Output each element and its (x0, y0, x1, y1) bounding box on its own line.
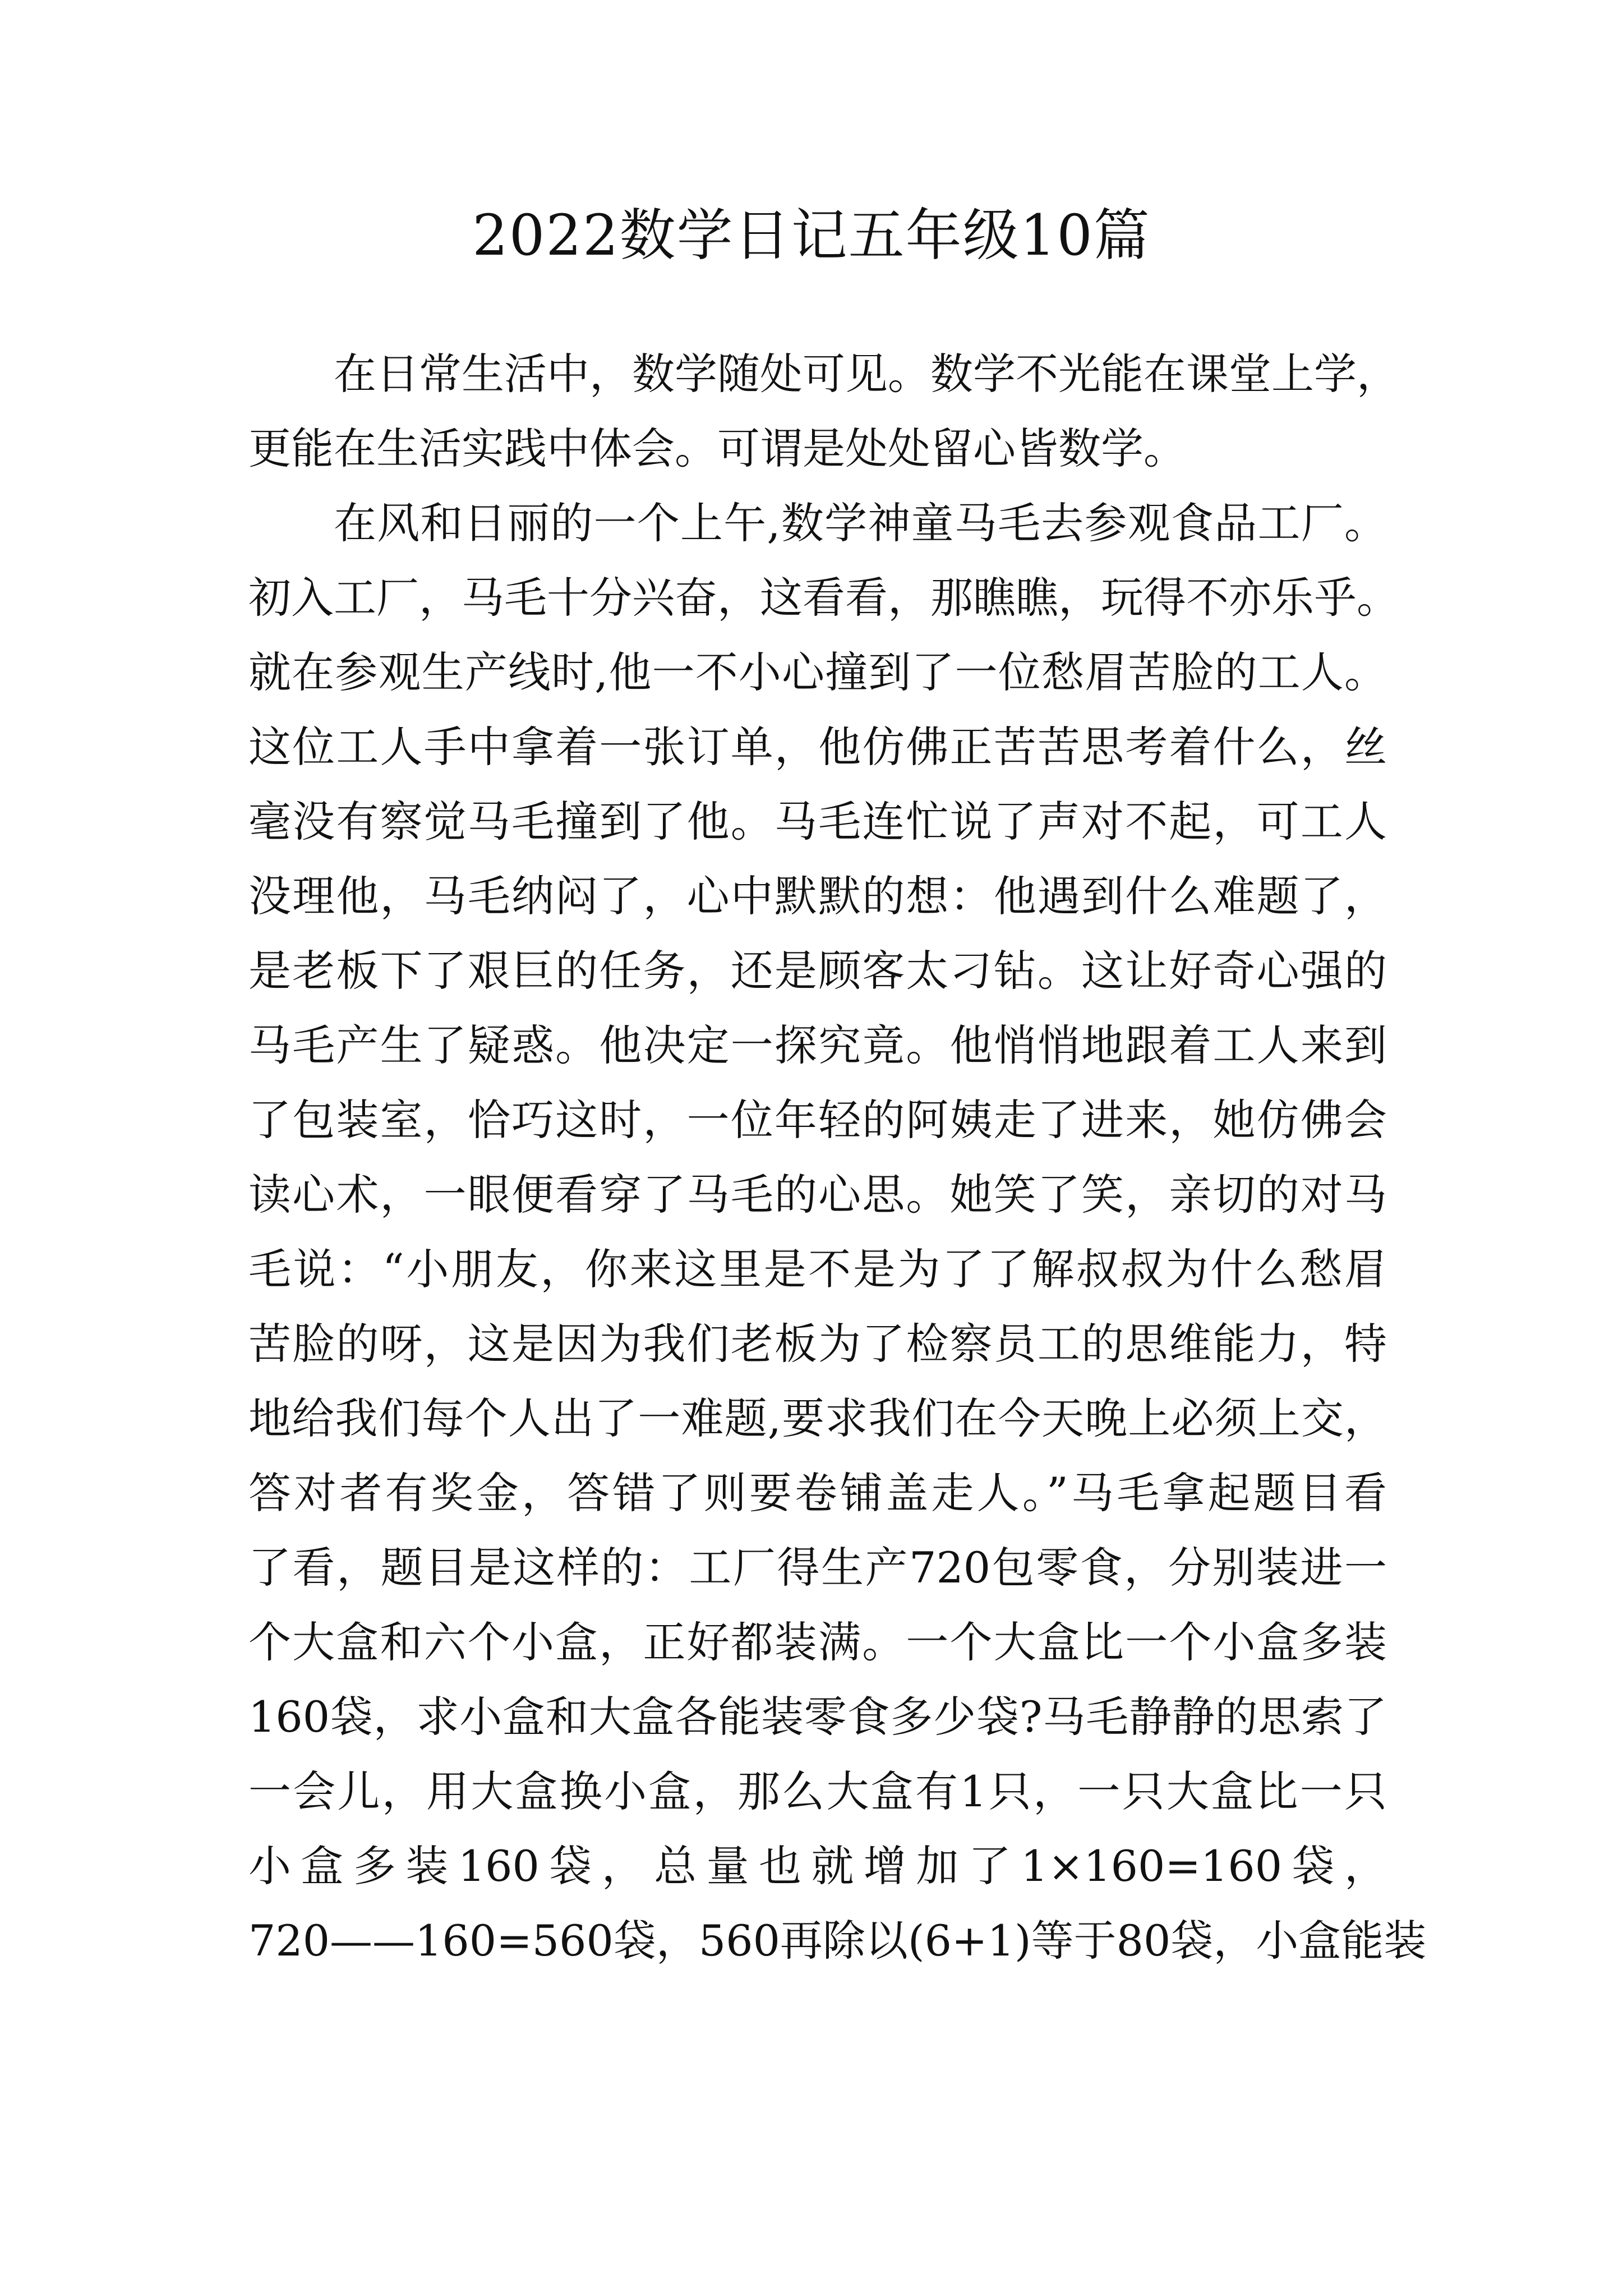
document-title: 2022数学日记五年级10篇 (472, 203, 1151, 268)
paragraph-line: 没理他，马毛纳闷了，心中默默的想：他遇到什么难题了， (248, 871, 1387, 921)
paragraph-line: 720——160=560袋，560再除以(6+1)等于80袋，小盒能装 (248, 1916, 1427, 1966)
paragraph-line: 初入工厂，马毛十分兴奋，这看看，那瞧瞧，玩得不亦乐乎。 (248, 573, 1399, 623)
paragraph-line: 马毛产生了疑惑。他决定一探究竟。他悄悄地跟着工人来到 (248, 1020, 1387, 1070)
paragraph-line: 苦脸的呀，这是因为我们老板为了检察员工的思维能力，特 (248, 1319, 1387, 1369)
paragraph-line: 是老板下了艰巨的任务，还是顾客太刁钻。这让好奇心强的 (248, 946, 1387, 996)
paragraph-line: 就在参观生产线时,他一不小心撞到了一位愁眉苦脸的工人。 (248, 647, 1387, 697)
paragraph-line: 了包装室，恰巧这时，一位年轻的阿姨走了进来，她仿佛会 (248, 1095, 1387, 1145)
paragraph-line: 160袋，求小盒和大盒各能装零食多少袋?马毛静静的思索了 (248, 1692, 1387, 1742)
document-body (248, 337, 1427, 1978)
paragraph-line: 在风和日丽的一个上午,数学神童马毛去参观食品工厂。 (334, 498, 1387, 548)
paragraph-line: 了看，题目是这样的：工厂得生产720包零食，分别装进一 (248, 1543, 1387, 1593)
paragraph-line: 这位工人手中拿着一张订单，他仿佛正苦苦思考着什么，丝 (248, 722, 1387, 772)
paragraph-line: 更能在生活实践中体会。可谓是处处留心皆数学。 (248, 424, 1186, 473)
paragraph-line: 毛说：“小朋友，你来这里是不是为了了解叔叔为什么愁眉 (248, 1244, 1387, 1294)
paragraph-line: 读心术，一眼便看穿了马毛的心思。她笑了笑，亲切的对马 (248, 1170, 1387, 1220)
paragraph-line: 个大盒和六个小盒，正好都装满。一个大盒比一个小盒多装 (248, 1617, 1387, 1667)
paragraph-line: 一会儿，用大盒换小盒，那么大盒有1只，一只大盒比一只 (248, 1766, 1387, 1816)
paragraph-line: 答对者有奖金，答错了则要卷铺盖走人。”马毛拿起题目看 (248, 1468, 1387, 1518)
paragraph-line: 小盒多装160袋，总量也就增加了1×160=160袋， (248, 1841, 1387, 1891)
paragraph-line: 毫没有察觉马毛撞到了他。马毛连忙说了声对不起，可工人 (248, 797, 1387, 846)
paragraph-line: 在日常生活中，数学随处可见。数学不光能在课堂上学， (334, 349, 1399, 399)
paragraph-line: 地给我们每个人出了一难题,要求我们在今天晚上必须上交， (248, 1393, 1387, 1443)
